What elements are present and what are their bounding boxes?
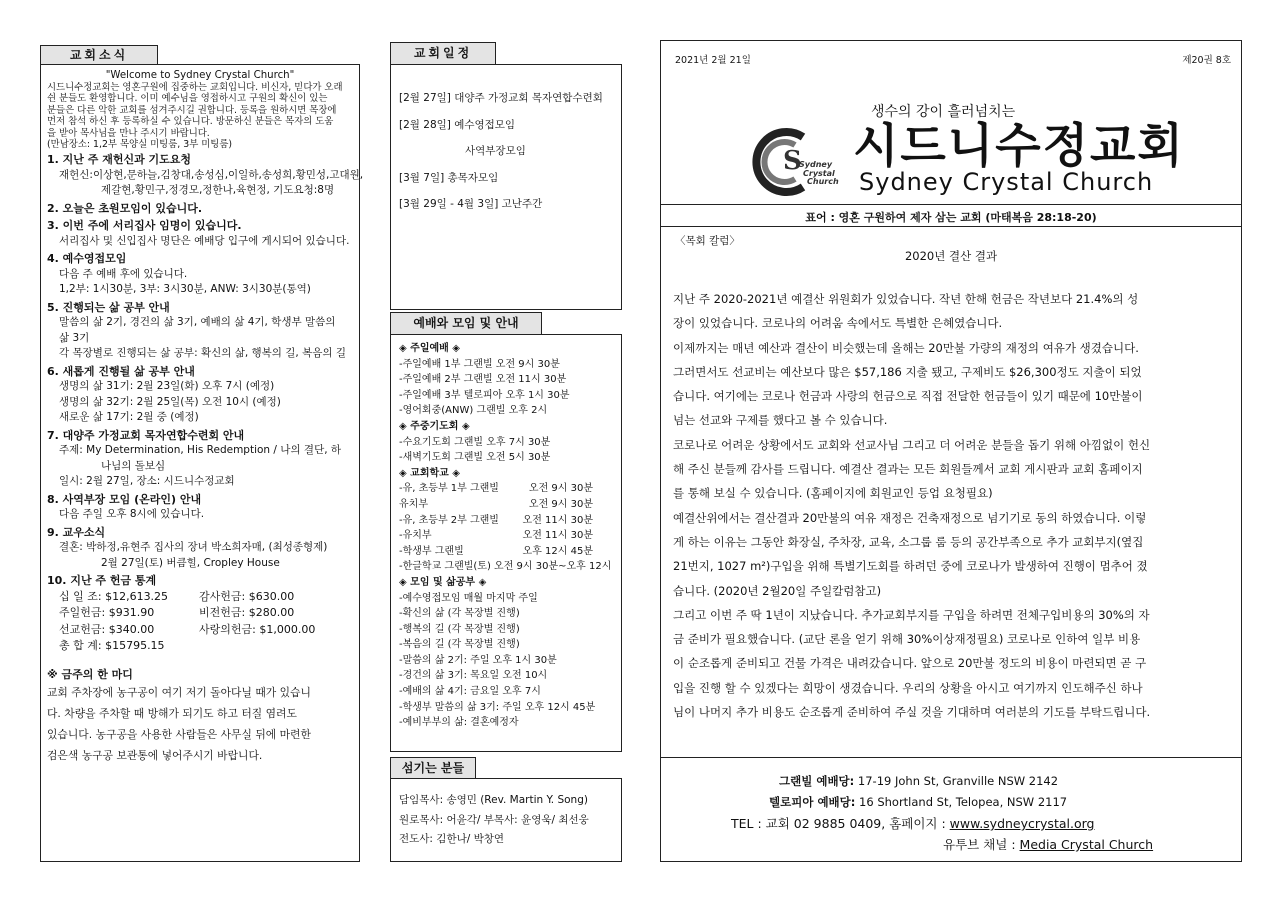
service-row-label: -행복의 길 (각 목장별 진행)	[399, 623, 520, 635]
service-row	[399, 528, 613, 544]
notice-title: ※ 금주의 한 마디	[47, 667, 133, 681]
service-row	[399, 497, 613, 513]
staff-tab: 섬기는 분들	[390, 757, 476, 779]
news-item-line: 결혼: 박하정,유현주 집사의 장녀 박소희자매, (최성종형제)	[59, 541, 328, 554]
schedule-item: [3월 7일] 총목자모임	[399, 171, 499, 184]
service-row	[399, 372, 613, 388]
news-item-title: 5. 진행되는 삶 공부 안내	[47, 300, 170, 314]
service-row-time: 오전 9시 30분	[528, 483, 593, 495]
service-row	[399, 653, 613, 669]
service-row	[399, 606, 613, 622]
logo-text-1: Sydney	[799, 160, 833, 169]
service-row	[399, 357, 613, 373]
church-name-ko: 시드니수정교회	[853, 119, 1185, 174]
news-item	[47, 525, 353, 572]
service-row-label: -영어회중(ANW) 그랜빌 오후 2시	[399, 405, 548, 417]
telopea-address: 16 Shortland St, Telopea, NSW 2117	[859, 795, 1068, 809]
column-line: 그러면서도 선교비는 예산보다 많은 $57,186 지출 됐고, 구제비도 $26,300정도 지출이 되었	[673, 364, 1142, 379]
website-link[interactable]: www.sydneycrystal.org	[949, 816, 1095, 831]
bulletin-date: 2021년 2월 21일	[675, 55, 751, 66]
intro-line: (만남장소: 1,2부 목양실 미팅룸, 3부 미팅룸)	[47, 139, 233, 151]
news-item-line: 삶 3기	[59, 331, 90, 344]
news-intro	[47, 82, 353, 150]
service-group-title: ◈ 주일예배 ◈	[399, 343, 460, 354]
notice-line: 교회 주차장에 농구공이 여기 저기 돌아다닐 때가 있습니	[47, 686, 311, 700]
column-line: 21번지, 1027 m²)구입을 위해 특별기도회를 하려던 중에 코로나가 발생하여 진행이 멈추어 졌	[673, 559, 1148, 574]
news-item-line: 각 목장별로 진행되는 삶 공부: 확신의 삶, 행복의 길, 복음의 길	[59, 347, 347, 360]
column-line: 예결산위에서는 결산결과 20만불의 여유 재정은 건축재정으로 넘기기로 동의 하였습니다. 이렇	[673, 510, 1147, 525]
offering-cell: 총 합 계: $15795.15	[59, 639, 165, 653]
service-row	[399, 513, 613, 529]
news-item-line: 주제: My Determination, His Redemption / 나의 결단, 하	[59, 444, 342, 457]
news-item-line: 다음 주일 오후 8시에 있습니다.	[59, 508, 205, 521]
news-item	[47, 364, 353, 426]
schedule-tab: 교회일정	[390, 42, 496, 65]
bulletin-panel	[660, 40, 1242, 862]
schedule-item: [2월 27일] 대양주 가정교회 목자연합수련회	[399, 92, 603, 104]
offering-cell: 선교헌금: $340.00	[59, 622, 155, 636]
offering-cell: 주일헌금: $931.90	[59, 606, 155, 620]
column-label: 〈목회 칼럼〉	[675, 235, 740, 247]
column-line: 게 하는 이유는 그동안 화장실, 주차장, 교육, 소그룹 룸 등의 공간부족으로 추가 교회부지(옆집	[673, 534, 1144, 549]
column-line: 금 준비가 필요했습니다. (교단 론을 얻기 위해 30%이상재정필요) 코로나로 인하여 일부 비용	[673, 632, 1141, 647]
service-row-label: -복음의 길 (각 목장별 진행)	[399, 639, 520, 651]
news-item	[47, 152, 364, 199]
tel-info: TEL : 교회 02 9885 0409, 홈페이지 :	[731, 816, 946, 831]
news-item	[47, 428, 353, 490]
column-line: 넘는 선교와 구제를 했다고 볼 수 있습니다.	[673, 413, 888, 428]
schedule-panel	[390, 64, 622, 310]
notice-line: 다. 차량을 주차할 때 방해가 되기도 하고 터질 염려도	[47, 707, 297, 721]
news-panel	[40, 64, 364, 862]
schedule-item: 사역부장모임	[465, 145, 526, 157]
news-item-line: 일시: 2월 27일, 장소: 시드니수정교회	[59, 475, 235, 488]
news-item-line: 새로운 삶 17기: 2월 중 (예정)	[59, 411, 199, 424]
svg-text:S: S	[783, 146, 802, 176]
intro-line: 분들은 다른 악한 교회를 섬겨주시길 권합니다. 등록을 원하시면 목장에	[47, 104, 337, 116]
service-row	[399, 388, 613, 404]
news-item-line: 제갈현,황민구,정경모,정한나,육현정, 기도요청:8명	[101, 184, 335, 197]
notice-line: 검은색 농구공 보관통에 넣어주시기 바랍니다.	[47, 749, 263, 763]
news-item-line: 생명의 삶 32기: 2월 25일(목) 오전 10시 (예정)	[59, 395, 281, 408]
news-item-line: 1,2부: 1시30분, 3부: 3시30분, ANW: 3시30분(통역)	[59, 283, 311, 296]
news-item	[47, 201, 353, 217]
service-row-label: -예수영접모임 매월 마지막 주일	[399, 592, 538, 604]
column-line: 코로나로 어려운 상황에서도 교회와 선교사님 그리고 더 어려운 분들을 돕기 위해 아낌없이 헌신	[673, 437, 1151, 452]
staff-line: 담임목사: 송영민 (Rev. Martin Y. Song)	[399, 794, 588, 806]
offering-cell	[199, 638, 369, 655]
logo-text-3: Church	[807, 177, 839, 186]
news-item-title: 8. 사역부장 모임 (온라인) 안내	[47, 492, 202, 506]
intro-line: 을 받아 목사님을 만나 주시기 바랍니다.	[47, 127, 210, 139]
service-row-label: -예비부부의 삶: 결혼예정자	[399, 717, 519, 729]
logo-text	[799, 161, 839, 187]
column-line: 그리고 이번 주 딱 1년이 지났습니다. 추가교회부지를 구입을 하려면 전체구입비용의 30%의 자	[673, 607, 1150, 622]
offering-cell: 비전헌금: $280.00	[199, 606, 295, 620]
service-row	[399, 637, 613, 653]
service-row-label: -학생부 그랜빌	[399, 545, 464, 557]
service-row-time: 오후 12시 45분	[522, 545, 593, 557]
news-item-line: 말씀의 삶 2기, 경건의 삶 3기, 예배의 삶 4기, 학생부 말씀의	[59, 316, 336, 329]
news-item-title: 2. 오늘은 초원모임이 있습니다.	[47, 201, 203, 215]
notice-text	[47, 682, 353, 766]
schedule-item: [2월 28일] 예수영접모임	[399, 118, 516, 131]
column-line: 장이 있었습니다. 코로나의 어려움 속에서도 특별한 은혜였습니다.	[673, 316, 1003, 331]
service-row-label: -주일예배 2부 그랜빌 오전 11시 30분	[399, 374, 567, 386]
column-line: 를 통해 보실 수 있습니다. (홈페이지에 회원교인 등업 요청필요)	[673, 486, 993, 501]
offering-cell: 감사헌금: $630.00	[199, 589, 295, 603]
service-row-label: -주일예배 1부 그랜빌 오전 9시 30분	[399, 358, 560, 370]
column-title: 2020년 결산 결과	[904, 249, 998, 263]
news-item-title: 7. 대양주 가정교회 목자연합수련회 안내	[47, 428, 245, 442]
service-row-label: -주일예배 3부 텔로피아 오후 1시 30분	[399, 389, 570, 401]
service-row-time: 오전 11시 30분	[522, 514, 593, 526]
granville-address: 17-19 John St, Granville NSW 2142	[857, 774, 1059, 788]
intro-line: 시드니수정교회는 영혼구원에 집중하는 교회입니다. 비신자, 믿다가 오래	[47, 82, 343, 93]
service-row-label: -유, 초등부 1부 그랜빌	[399, 483, 499, 495]
column-line: 이 순조롭게 준비되고 건물 가격은 내려갔습니다. 앞으로 20만불 정도의 비용이 마련되면 곧 구	[673, 656, 1147, 671]
news-item-title: 4. 예수영접모임	[47, 252, 127, 266]
staff-line: 원로목사: 어윤각/ 부목사: 윤영욱/ 최선웅	[399, 813, 589, 826]
news-item-line: 생명의 삶 31기: 2월 23일(화) 오후 7시 (예정)	[59, 380, 275, 393]
service-row-label: -유, 초등부 2부 그랜빌	[399, 514, 499, 526]
welcome-line: "Welcome to Sydney Crystal Church"	[105, 70, 295, 81]
service-row	[399, 481, 613, 497]
schedule-item: [3월 29일 - 4월 3일] 고난주간	[399, 198, 543, 210]
news-sections	[47, 152, 364, 571]
service-group-title: ◈ 교회학교 ◈	[399, 467, 460, 479]
news-item-line: 나님의 돌보심	[101, 459, 166, 472]
service-row	[399, 435, 613, 451]
news-tab: 교회소식	[40, 45, 158, 65]
service-row	[399, 544, 613, 560]
service-row-label: -수요기도회 그랜빌 오후 7시 30분	[399, 436, 551, 448]
news-item-title: 1. 지난 주 재헌신과 기도요청	[47, 153, 192, 167]
slogan: 생수의 강이 흘러넘치는	[871, 104, 1016, 120]
news-item-title: 3. 이번 주에 서리집사 임명이 있습니다.	[47, 219, 242, 233]
column-line: 지난 주 2020-2021년 예결산 위원회가 있었습니다. 작년 한해 헌금은 작년보다 21.4%의 성	[673, 292, 1139, 306]
church-name-en: Sydney Crystal Church	[859, 168, 1154, 196]
column-line: 이제까지는 매년 예산과 결산이 비슷했는데 올해는 20만불 가량의 재정의 여유가 생겼습니다.	[673, 340, 1139, 355]
service-row-label: 유치부	[399, 498, 428, 510]
service-row	[399, 668, 613, 684]
column-line: 습니다. 여기에는 코로나 헌금과 사랑의 헌금으로 직접 전달한 헌금들이 있기 때문에 10만불이	[673, 389, 1143, 404]
news-item	[47, 251, 353, 298]
news-item-title: 9. 교우소식	[47, 525, 106, 539]
offering-title: 10. 지난 주 헌금 통계	[47, 574, 157, 588]
staff-line: 전도사: 김한나/ 박창연	[399, 833, 505, 845]
service-row-label: -확신의 삶 (각 목장별 진행)	[399, 608, 520, 620]
offering-cell: 십 일 조: $12,613.25	[59, 589, 169, 603]
column-body	[673, 287, 1229, 724]
news-item-line: 다음 주 예배 후에 있습니다.	[59, 267, 188, 280]
column-line: 해 주신 분들께 감사를 드립니다. 예결산 결과는 모든 회원들께서 교회 게시판과 교회 홈페이지	[673, 462, 1143, 477]
service-row-label: -한글학교 그랜빌(토) 오전 9시 30분~오후 12시	[399, 561, 612, 573]
service-group-title: ◈ 주중기도회 ◈	[399, 420, 470, 432]
bulletin-issue: 제20권 8호	[1182, 55, 1231, 66]
news-item	[47, 218, 353, 249]
offering-grid	[47, 589, 353, 655]
service-row-label: -예배의 삶 4기: 금요일 오후 7시	[399, 686, 541, 698]
news-item-line: 2월 27일(토) 버큼힐, Cropley House	[101, 556, 280, 569]
telopea-label: 텔로피아 예배당:	[769, 795, 856, 809]
service-row	[399, 403, 613, 419]
column-line: 님이 나머지 추가 비용도 순조롭게 준비하여 주실 것을 기대하며 여러분의 기도를 부탁드립니다.	[673, 705, 1151, 720]
intro-line: 먼저 참석 하신 후 등록하실 수 있습니다. 방문하신 분들은 목자의 도움	[47, 116, 334, 128]
service-row-label: -새벽기도회 그랜빌 오전 5시 30분	[399, 452, 551, 464]
service-row	[399, 684, 613, 700]
service-row	[399, 450, 613, 466]
service-row-label: -학생부 말씀의 삶 3기: 주일 오후 12시 45분	[399, 701, 596, 713]
church-footer	[731, 771, 1154, 855]
service-row	[399, 622, 613, 638]
service-row	[399, 559, 613, 575]
service-row-label: -경건의 삶 3기: 목요일 오전 10시	[399, 670, 548, 682]
news-item-line: 재헌신:이상현,문하늘,김창대,송성심,이일하,송성희,황민성,고대원,	[59, 168, 364, 181]
service-row-label: -유치부	[399, 530, 432, 542]
column-line: 습니다. (2020년 2월20일 주일칼럼참고)	[673, 583, 882, 598]
service-row	[399, 591, 613, 607]
notice-line: 있습니다. 농구공을 사용한 사람들은 사무실 뒤에 마련한	[47, 728, 311, 742]
offering-cell: 사랑의헌금: $1,000.00	[199, 622, 316, 636]
service-row-time: 오전 9시 30분	[528, 498, 593, 510]
motto: 표어 : 영혼 구원하여 제자 삼는 교회 (마태복음 28:18-20)	[805, 211, 1097, 224]
service-row	[399, 700, 613, 716]
news-item	[47, 492, 353, 523]
service-row-time: 오전 11시 30분	[522, 530, 593, 542]
news-item	[47, 300, 353, 362]
intro-line: 쉰 분들도 환영합니다. 이미 예수님을 영접하시고 구원의 확신이 있는	[47, 93, 328, 105]
service-row-label: -말씀의 삶 2기: 주일 오후 1시 30분	[399, 654, 557, 666]
service-group-title: ◈ 모임 및 삶공부 ◈	[399, 576, 487, 588]
youtube-link[interactable]: Media Crystal Church	[1019, 837, 1154, 852]
logo-text-2: Crystal	[803, 168, 835, 178]
services-tab: 예배와 모임 및 안내	[390, 312, 542, 335]
services-panel	[390, 334, 622, 752]
staff-panel	[390, 778, 622, 862]
column-line: 입을 진행 할 수 있겠다는 희망이 생겼습니다. 우리의 상황을 아시고 여기까지 인도해주신 하나	[673, 680, 1143, 695]
news-item-title: 6. 새롭게 진행될 삶 공부 안내	[47, 364, 195, 378]
granville-label: 그랜빌 예배당:	[779, 774, 855, 788]
service-row	[399, 715, 613, 731]
news-item-line: 서리집사 및 신입집사 명단은 예배당 입구에 게시되어 있습니다.	[59, 234, 350, 247]
youtube-label: 유투브 채널 :	[943, 837, 1016, 852]
